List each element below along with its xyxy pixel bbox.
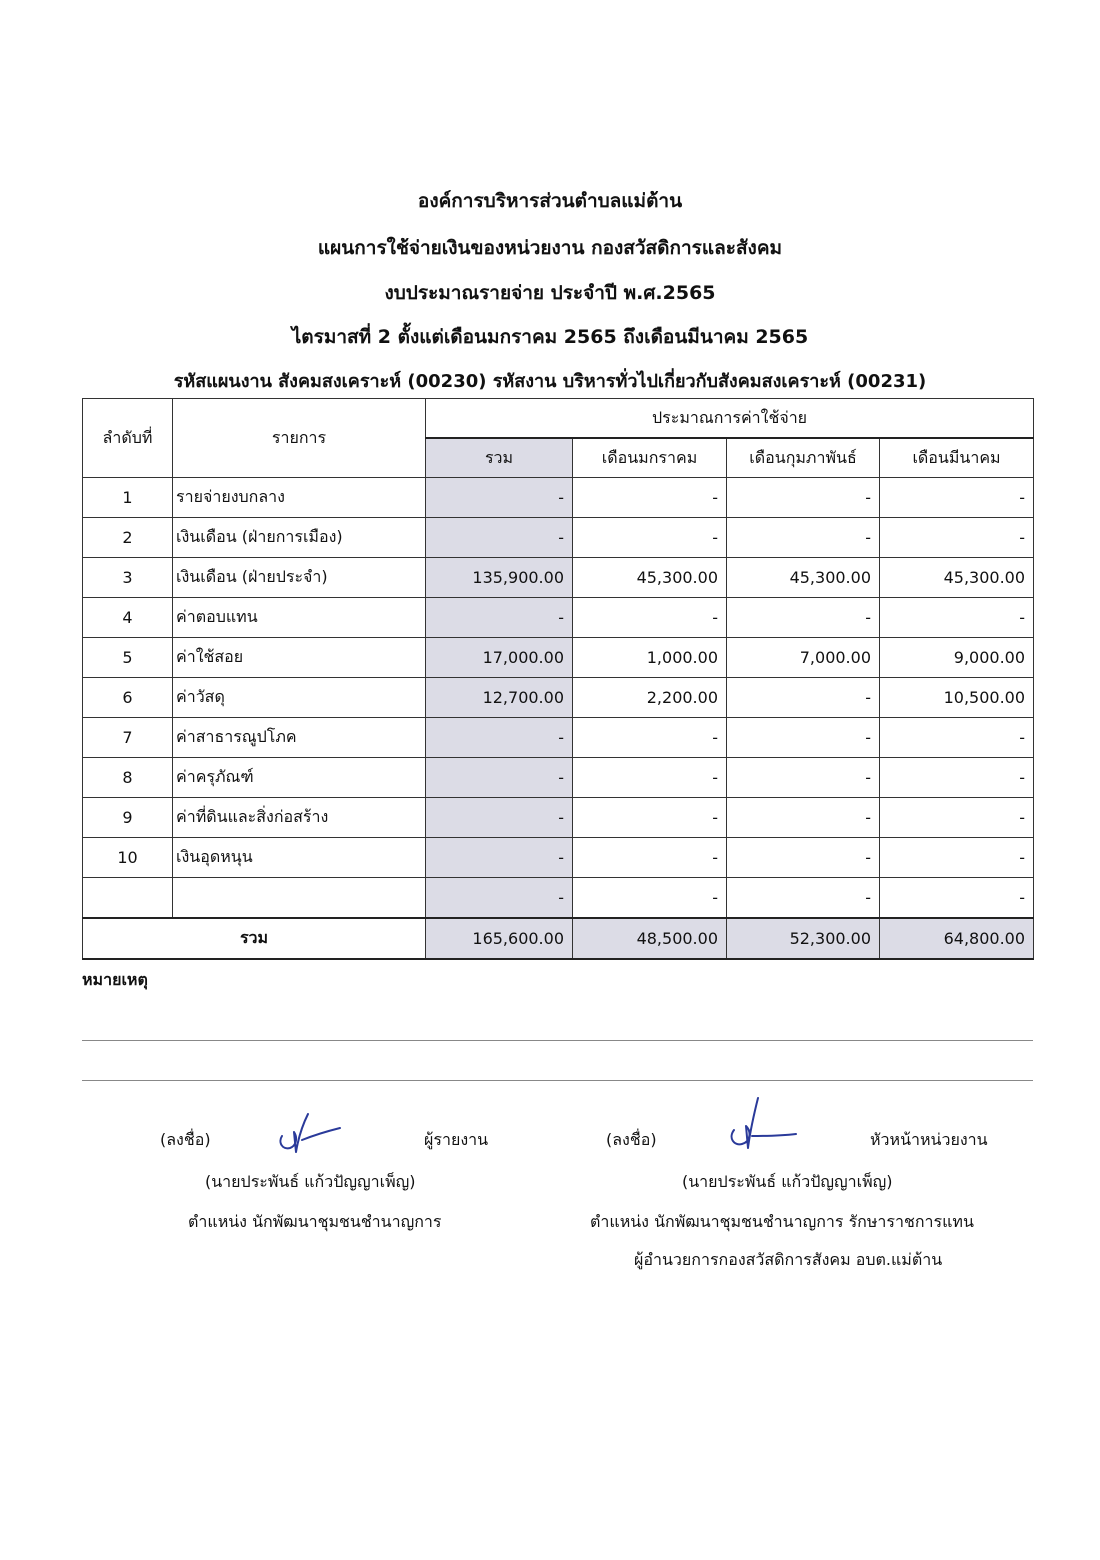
row-march: - [880,478,1034,518]
header-total: รวม [426,438,573,478]
remarks-line [82,1040,1033,1041]
header-march: เดือนมีนาคม [880,438,1034,478]
total-label: รวม [83,918,426,959]
row-march: - [880,758,1034,798]
row-february: - [727,518,880,558]
row-january: - [573,838,727,878]
budget-table [82,398,1034,960]
left-sign-prefix: (ลงชื่อ) [160,1130,211,1149]
row-no: 7 [83,718,173,758]
row-item: เงินเดือน (ฝ่ายประจำ) [173,558,426,598]
table-row [83,758,1034,798]
row-february: - [727,718,880,758]
row-total: 17,000.00 [426,638,573,678]
row-january: 2,200.00 [573,678,727,718]
row-total: - [426,598,573,638]
row-march: 10,500.00 [880,678,1034,718]
right-position-line2: ผู้อำนวยการกองสวัสดิการสังคม อบต.แม่ต้าน [634,1250,943,1269]
row-january: - [573,478,727,518]
table-row [83,838,1034,878]
total-march: 64,800.00 [880,918,1034,959]
table-body [83,478,1034,960]
row-no: 4 [83,598,173,638]
row-march: - [880,718,1034,758]
row-total: - [426,838,573,878]
table-row [83,798,1034,838]
row-march: - [880,598,1034,638]
table-row [83,558,1034,598]
left-signature-image [272,1106,348,1158]
left-role: ผู้รายงาน [424,1130,489,1149]
row-january: - [573,798,727,838]
row-february: - [727,838,880,878]
row-no: 6 [83,678,173,718]
row-february: - [727,878,880,919]
row-no: 8 [83,758,173,798]
row-item: ค่าครุภัณฑ์ [173,758,426,798]
row-item: รายจ่ายงบกลาง [173,478,426,518]
table-row [83,518,1034,558]
row-no: 10 [83,838,173,878]
right-name: (นายประพันธ์ แก้วปัญญาเพ็ญ) [682,1172,893,1191]
table-row [83,678,1034,718]
total-january: 48,500.00 [573,918,727,959]
total-row [83,918,1034,959]
row-january: 1,000.00 [573,638,727,678]
total-sum: 165,600.00 [426,918,573,959]
row-february: - [727,678,880,718]
row-total: - [426,758,573,798]
remarks-line [82,1080,1033,1081]
row-total: - [426,798,573,838]
row-total: - [426,478,573,518]
table-row [83,598,1034,638]
row-item: ค่าใช้สอย [173,638,426,678]
row-march: - [880,518,1034,558]
header-february: เดือนกุมภาพันธ์ [727,438,880,478]
row-item: ค่าตอบแทน [173,598,426,638]
row-no: 9 [83,798,173,838]
row-total: - [426,878,573,919]
table-row [83,478,1034,518]
row-january: - [573,758,727,798]
left-name: (นายประพันธ์ แก้วปัญญาเพ็ญ) [205,1172,416,1191]
remarks-label: หมายเหตุ [82,970,148,989]
row-february: - [727,758,880,798]
row-march: - [880,838,1034,878]
row-february: 7,000.00 [727,638,880,678]
header-estimate: ประมาณการค่าใช้จ่าย [426,399,1034,439]
row-no: 2 [83,518,173,558]
right-position: ตำแหน่ง นักพัฒนาชุมชนชำนาญการ รักษาราชการแทน [590,1212,974,1231]
header-january: เดือนมกราคม [573,438,727,478]
codes-title: รหัสแผนงาน สังคมสงเคราะห์ (00230) รหัสงาน บริหารทั่วไปเกี่ยวกับสังคมสงเคราะห์ (00231) [173,371,927,392]
table-row [83,878,1034,919]
quarter-title: ไตรมาสที่ 2 ตั้งแต่เดือนมกราคม 2565 ถึงเดือนมีนาคม 2565 [291,326,809,348]
row-total: 12,700.00 [426,678,573,718]
row-february: - [727,798,880,838]
right-signature-image [722,1092,802,1154]
row-no: 5 [83,638,173,678]
row-total: 135,900.00 [426,558,573,598]
row-march: 45,300.00 [880,558,1034,598]
row-february: - [727,478,880,518]
left-position: ตำแหน่ง นักพัฒนาชุมชนชำนาญการ [188,1212,442,1231]
row-january: 45,300.00 [573,558,727,598]
row-february: 45,300.00 [727,558,880,598]
total-february: 52,300.00 [727,918,880,959]
row-march: 9,000.00 [880,638,1034,678]
row-no [83,878,173,919]
header-no: ลำดับที่ [83,399,173,478]
row-march: - [880,798,1034,838]
row-january: - [573,718,727,758]
row-no: 1 [83,478,173,518]
plan-title: แผนการใช้จ่ายเงินของหน่วยงาน กองสวัสดิการและสังคม [317,237,783,259]
budget-title: งบประมาณรายจ่าย ประจำปี พ.ศ.2565 [384,282,716,304]
table-row [83,718,1034,758]
row-item: ค่าสาธารณูปโภค [173,718,426,758]
row-item: เงินอุดหนุน [173,838,426,878]
row-january: - [573,598,727,638]
row-february: - [727,598,880,638]
row-january: - [573,878,727,919]
header-item: รายการ [173,399,426,478]
table-row [83,638,1034,678]
row-total: - [426,518,573,558]
org-title: องค์การบริหารส่วนตำบลแม่ต้าน [417,190,683,212]
row-no: 3 [83,558,173,598]
row-item: ค่าที่ดินและสิ่งก่อสร้าง [173,798,426,838]
right-sign-prefix: (ลงชื่อ) [606,1130,657,1149]
row-march: - [880,878,1034,919]
row-item: เงินเดือน (ฝ่ายการเมือง) [173,518,426,558]
row-total: - [426,718,573,758]
row-item: ค่าวัสดุ [173,678,426,718]
row-item [173,878,426,919]
right-role: หัวหน้าหน่วยงาน [870,1130,988,1149]
row-january: - [573,518,727,558]
